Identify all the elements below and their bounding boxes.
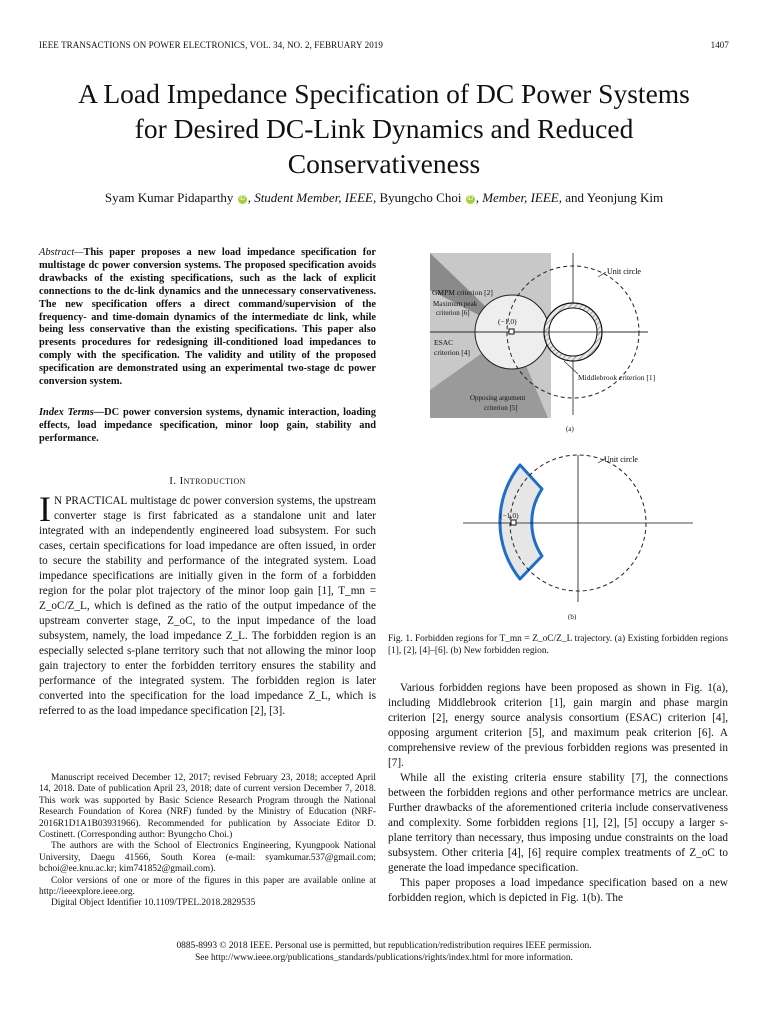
orcid-icon[interactable]: iD xyxy=(239,196,246,202)
middlebrook-label: Middlebrook criterion [1] xyxy=(578,373,656,382)
paragraph-while: While all the existing criteria ensure stability [7], the connections between the forbidden regions and other performance metrics are unclear. Further drawbacks of the aforementioned criteria include conservativeness and complexity. Some forbidden regions [1], [2], [5] occupy a larger s-plane territory than necessary, thus imposing undue constraints on the load subsystem. Other criteria [4], [6] require complex treatments of Z_oC to generate the load impedance specification. xyxy=(388,772,728,874)
author-3: and Yeonjung Kim xyxy=(561,190,664,205)
subfigure-b-label: (b) xyxy=(568,613,577,620)
orcid-icon[interactable]: iD xyxy=(467,196,474,202)
figure-1b xyxy=(463,455,693,620)
author-1-role: , Student Member, IEEE, xyxy=(247,190,377,205)
figure-1a xyxy=(430,253,655,433)
unit-circle-label-b: Unit circle xyxy=(604,455,638,464)
running-head xyxy=(39,40,729,50)
footnote-authors: The authors are with the School of Electronics Engineering, Kyungpook National University, Daegu 41566, South Korea (e-mail: syamkumar.537@gmail.com; bchoi@ee.knu.ac.kr; kim741852@gmail.com). xyxy=(39,841,376,875)
paragraph-various: Various forbidden regions have been proposed as shown in Fig. 1(a), including Middlebrook criterion [1], gain margin and phase margin criterion [2], energy source analysis consortium (ESAC) criterion [4], opposing argument criterion [5], and maximum peak criterion [6]. A comprehensive review of the previous forbidden regions was presented in [7]. xyxy=(388,682,728,769)
index-terms xyxy=(39,407,376,446)
maxpeak-label-1: Maximum peak xyxy=(433,300,478,308)
subfigure-a-label: (a) xyxy=(566,425,574,433)
intro-text: N PRACTICAL multistage dc power conversion systems, the upstream converter stage is first fabricated as a standalone unit and later integrated with an independently engineered load subsystem. For such cases, certain specifications for load impedance are often issued, in order to secure the stability and performance of the integrated system. Load impedance specifications are initially given in the form of a forbidden region for the polar plot trajectory of the minor loop gain [1], T_mn = Z_oC/Z_L, which is defined as the ratio of the output impedance of the upstream converter stage, Z_oC, to the input impedance of the load subsystem, namely, the load impedance Z_L. The forbidden region is an especially selected s-plane territory such that not allowing the minor loop gain trajectory to enter the forbidden territory ensures the stability and performance of the integrated system. The forbidden region is later converted into the specification for the load impedance Z_L, which is referred to as the load impedance specification [2], [3]. xyxy=(39,495,376,717)
copyright-line-2: See http://www.ieee.org/publications_standards/publications/rights/index.html for more information. xyxy=(195,953,573,963)
page-number: 1407 xyxy=(710,40,729,50)
critical-point-label-a: (−1,0) xyxy=(498,317,517,326)
abstract-text: This paper proposes a new load impedance specification for multistage dc power conversion systems. The proposed specification avoids drawbacks of the existing specifications, such as the lack of explicit connections to the dc-link dynamics and the unnecessary conservativeness. The new specification offers a direct command/supervision of the frequency- and time-domain dynamics of the intermediate dc link, while being less conservative than the existing specifications. This paper also presents procedures for redesigning ill-conditioned load impedances to comply with the specification. The validity and utility of the proposed specification are demonstrated using an experimental two-stage dc power conversion system. xyxy=(39,247,376,388)
author-line xyxy=(40,190,728,206)
author-2: Byungcho Choi xyxy=(376,190,462,205)
drop-cap: I xyxy=(39,489,51,529)
maxpeak-label-2: criterion [6] xyxy=(436,309,470,317)
index-terms-text: DC power conversion systems, dynamic interaction, loading effects, load impedance specification, minor loop gain, stability and performance. xyxy=(39,407,376,444)
critical-point-marker xyxy=(509,329,514,334)
right-column-text xyxy=(388,681,728,906)
footnote-color: Color versions of one or more of the figures in this paper are available online at http://ieeexplore.ieee.org. xyxy=(39,875,376,898)
section-title-text: Introduction xyxy=(179,475,246,487)
opposing-label-2: criterion [5] xyxy=(484,404,518,412)
author-2-role: , Member, IEEE, xyxy=(475,190,562,205)
abstract xyxy=(39,247,376,389)
section-heading xyxy=(39,475,376,487)
index-terms-label: Index Terms— xyxy=(39,407,105,418)
esac-label-1: ESAC xyxy=(434,338,454,347)
footnote-doi: Digital Object Identifier 10.1109/TPEL.2018.2829535 xyxy=(51,898,256,909)
intro-paragraph xyxy=(39,489,376,719)
figure-1 xyxy=(388,250,728,620)
copyright-line-1: 0885-8993 © 2018 IEEE. Personal use is permitted, but republication/redistribution requires IEEE permission. xyxy=(176,941,592,951)
footnotes xyxy=(39,773,376,910)
abstract-label: Abstract— xyxy=(39,247,84,258)
gmpm-label: GMPM criterion [2] xyxy=(432,288,493,297)
critical-point-label-b: (−1,0) xyxy=(500,511,519,520)
opposing-label-1: Opposing argument xyxy=(470,394,526,402)
paragraph-this-paper: This paper proposes a load impedance specification based on a new forbidden region, which is depicted in Fig. 1(b). The xyxy=(388,877,728,904)
esac-label-2: criterion [4] xyxy=(434,348,471,357)
author-1: Syam Kumar Pidaparthy xyxy=(104,190,234,205)
section-number: I. xyxy=(169,475,180,487)
critical-point-marker-b xyxy=(511,520,516,525)
journal-info: IEEE TRANSACTIONS ON POWER ELECTRONICS, VOL. 34, NO. 2, FEBRUARY 2019 xyxy=(39,40,383,50)
unit-circle-label-a: Unit circle xyxy=(607,267,641,276)
copyright-note xyxy=(40,940,728,964)
footnote-manuscript: Manuscript received December 12, 2017; revised February 23, 2018; accepted April 14, 2018. Date of publication April 23, 2018; date of current version December 7, 2018. This work was supported by Basic Science Research Program through the National Research Foundation of Korea (NRF) funded by the Ministry of Education (NRF-2016R1D1A1B03931966). Recommended for publication by Associate Editor D. Costinett. (Corresponding author: Byungcho Choi.) xyxy=(39,773,376,841)
new-forbidden-region xyxy=(500,465,542,579)
figure-caption: Fig. 1. Forbidden regions for T_mn = Z_oC/Z_L trajectory. (a) Existing forbidden regions [1], [2], [4]–[6]. (b) New forbidden region. xyxy=(388,634,728,656)
paper-title: A Load Impedance Specification of DC Power Systems for Desired DC-Link Dynamics and Reduced Conservativeness xyxy=(78,78,690,179)
